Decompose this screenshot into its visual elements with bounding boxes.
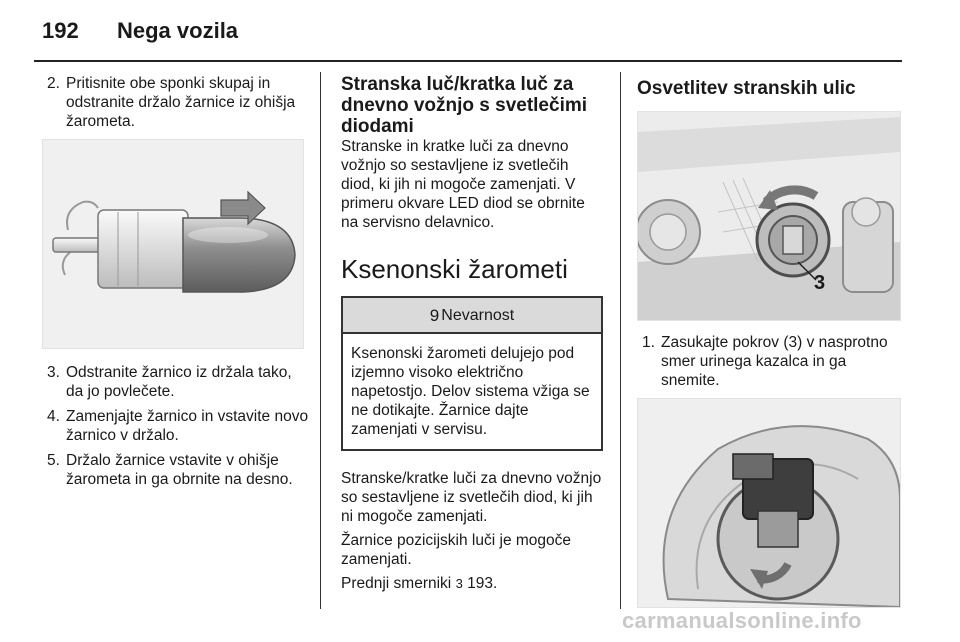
bulb-holder-illustration	[42, 139, 304, 349]
step-1	[637, 333, 905, 390]
step-5	[42, 451, 310, 489]
warning-triangle-icon: 9	[429, 305, 440, 325]
watermark-text: carmanualsonline.info	[622, 608, 862, 633]
page-reference-arrow-icon: 3	[455, 576, 463, 591]
step-number: 4.	[47, 408, 60, 425]
step-number: 2.	[47, 75, 60, 92]
section-heading-cornering: Osvetlitev stranskih ulic	[637, 78, 856, 99]
section-heading-xenon: Ksenonski žarometi	[341, 254, 568, 284]
danger-header	[343, 298, 601, 334]
section-heading-led: Stranska luč/kratka luč za dnevno vožnjo s svetlečimi diodami	[341, 74, 588, 137]
danger-box	[341, 296, 603, 451]
step-2	[42, 74, 310, 131]
bulb-socket-illustration	[637, 398, 901, 608]
danger-title: Nevarnost	[441, 306, 515, 324]
page-title: Nega vozila	[117, 18, 239, 43]
bulb-holder-drawing	[43, 140, 303, 348]
callout-label: 3	[814, 272, 826, 294]
step-3	[42, 363, 310, 401]
led-intro: Stranske in kratke luči za dnevno vožnjo so sestavljene iz svetlečih diod, ki jih ni mogoče zamenjati. V primeru okvare LED diod se obrnite na servisno delavnico.	[341, 138, 585, 231]
header-rule	[34, 60, 902, 62]
step-number: 5.	[47, 452, 60, 469]
cross-reference-text: Prednji smerniki	[341, 575, 452, 592]
bulb-socket-drawing	[638, 399, 900, 607]
column-3	[637, 74, 905, 608]
column-1	[42, 74, 310, 495]
headlamp-cover-illustration	[637, 111, 901, 321]
step-text: Držalo žarnice vstavite v ohišje žarometa in ga obrnite na desno.	[66, 452, 293, 488]
step-number: 1.	[642, 334, 655, 351]
step-number: 3.	[47, 364, 60, 381]
cross-reference	[341, 574, 603, 593]
column-divider-2	[620, 72, 621, 609]
column-divider-1	[320, 72, 321, 609]
cross-reference-link[interactable]: 193.	[467, 575, 498, 592]
step-text: Zasukajte pokrov (3) v nasprotno smer urinega kazalca in ga snemite.	[661, 334, 888, 389]
headlamp-cover-drawing	[638, 112, 900, 320]
step-4	[42, 407, 310, 445]
danger-text: Ksenonski žarometi delujejo pod izjemno visoko električno napetostjo. Delov sistema vžiga se ne dotikajte. Žarnice dajte zamenjati v servisu.	[351, 345, 590, 438]
paragraph-led-lights: Stranske/kratke luči za dnevno vožnjo so sestavljene iz svetlečih diod, ki jih ni mogoče zamenjati.	[341, 470, 602, 525]
step-text: Odstranite žarnico iz držala tako, da jo povlečete.	[66, 364, 292, 400]
step-text: Zamenjajte žarnico in vstavite novo žarnico v držalo.	[66, 408, 309, 444]
column-2	[341, 74, 603, 593]
step-text: Pritisnite obe sponki skupaj in odstranite držalo žarnice iz ohišja žarometa.	[66, 75, 296, 130]
page-number: 192	[42, 18, 79, 43]
paragraph-position-bulbs: Žarnice pozicijskih luči je mogoče zamenjati.	[341, 532, 572, 568]
